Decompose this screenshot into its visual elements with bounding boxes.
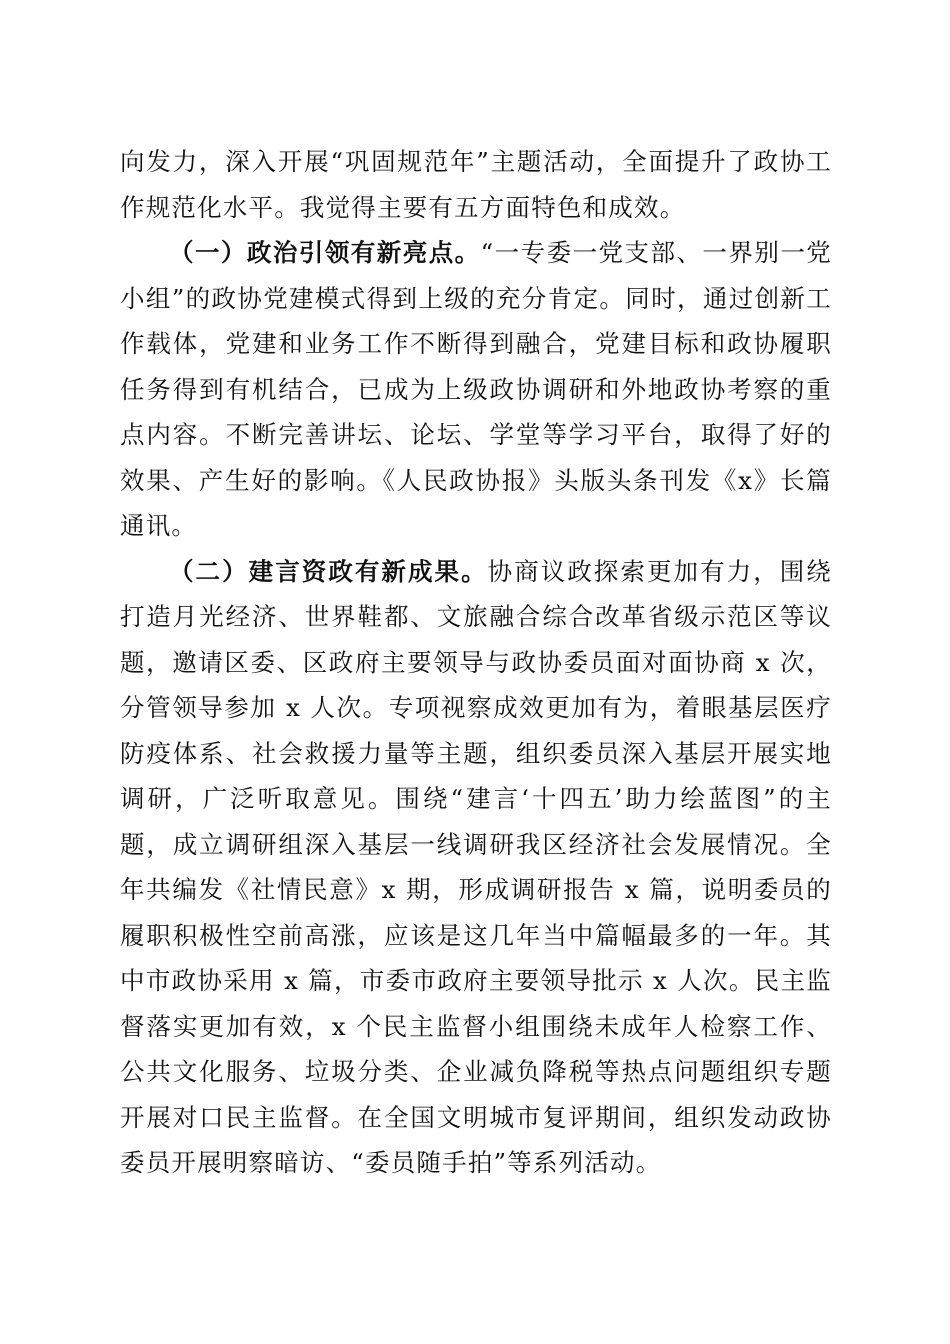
paragraph-continuation — [120, 139, 832, 230]
paragraph-text: “一专委一党支部、一界别一党小组”的政协党建模式得到上级的充分肯定。同时，通过创新工作载体，党建和业务工作不断得到融合，党建目标和政协履职任务得到有机结合，已成为上级政协调研和外地政协考察的重点内容。不断完善讲坛、论坛、学堂等学习平台，取得了好的效果、产生好的影响。《人民政协报》头版头条刊发《x》长篇通讯。 — [120, 238, 832, 540]
paragraph-text: 协商议政探索更加有力，围绕打造月光经济、世界鞋都、文旅融合综合改革省级示范区等议题，邀请区委、区政府主要领导与政协委员面对面协商 x 次，分管领导参加 x 人次。专项视察成效更加有为，着眼基层医疗防疫体系、社会救援力量等主题，组织委员深入基层开展实地调研，广泛听取意见。围绕“建言‘十四五’助力绘蓝图”的主题，成立调研组深入基层一线调研我区经济社会发展情况。全年共编发《社情民意》x 期，形成调研报告 x 篇，说明委员的履职积极性空前高涨，应该是这几年当中篇幅最多的一年。其中市政协采用 x 篇，市委市政府主要领导批示 x 人次。民主监督落实更加有效，x 个民主监督小组围绕未成年人检察工作、公共文化服务、垃圾分类、企业减负降税等热点问题组织专题开展对口民主监督。在全国文明城市复评期间，组织发动政协委员开展明察暗访、“委员随手拍”等系列活动。 — [120, 556, 832, 1177]
document-body — [120, 139, 832, 1186]
paragraph-advisory-results — [120, 549, 832, 1186]
section-heading-1: （一）政治引领有新亮点。 — [169, 238, 481, 267]
section-heading-2: （二）建言资政有新成果。 — [169, 556, 488, 586]
paragraph-political-leadership — [120, 230, 832, 549]
paragraph-text: 向发力，深入开展“巩固规范年”主题活动，全面提升了政协工作规范化水平。我觉得主要有五方面特色和成效。 — [120, 147, 832, 222]
